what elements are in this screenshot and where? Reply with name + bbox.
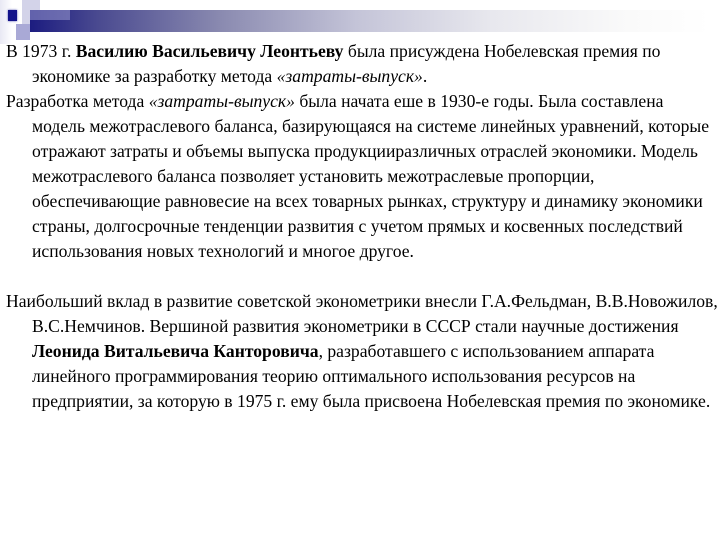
text-segment: была начата еше в 1930-е годы. Была составлена модель межотраслевого баланса, базирующаяся на системе линейных уравнений, которые отражают затраты и объемы выпуска продукцииразличных отраслей экономики. Модель межотраслевого баланса позволяет установить межотраслевые пропорции, обеспечивающие равновесие на всех товарных рынках, структуру и динамику экономики страны, долгосрочные тенденции развития с учетом прямых и косвенных последствий использования новых технологий и многое другое. [32, 91, 710, 261]
decor-square-dark [8, 10, 17, 21]
slide-header-decoration [0, 0, 720, 44]
text-segment: была присуждена Нобелевская премия по экономике за разработку метода [32, 41, 661, 86]
name-kantorovich: Леонида Витальевича Канторовича [32, 341, 319, 361]
text-segment: В 1973 г. [6, 41, 76, 61]
decor-left-strip [0, 0, 12, 44]
paragraph-leontief [6, 39, 718, 89]
text-segment: , разработавшего с использованием аппарата линейного программирования теорию оптимального использования ресурсов на предприятии, за которую в 1975 г. ему была присвоена Нобелевская премия по экономике. [32, 341, 711, 411]
term-input-output: «затраты-выпуск» [276, 66, 423, 86]
text-segment: Наибольший вклад в развитие советской эконометрики внесли Г.А.Фельдман, В.В.Новожилов, В.С.Немчинов. Вершиной развития эконометрики в СССР стали научные достижения [6, 291, 718, 336]
text-segment: Разработка метода [6, 91, 149, 111]
name-leontief: Василию Васильевичу Леонтьеву [75, 41, 344, 61]
text-segment: . [422, 66, 428, 86]
slide-body [6, 39, 718, 414]
decor-bar-shade [30, 10, 70, 20]
term-input-output: «затраты-выпуск» [148, 91, 295, 111]
paragraph-soviet-econometrics [6, 289, 718, 414]
decor-gradient-bar [30, 10, 710, 32]
paragraph-input-output-method [6, 89, 718, 264]
decor-square-lavender [16, 24, 30, 40]
